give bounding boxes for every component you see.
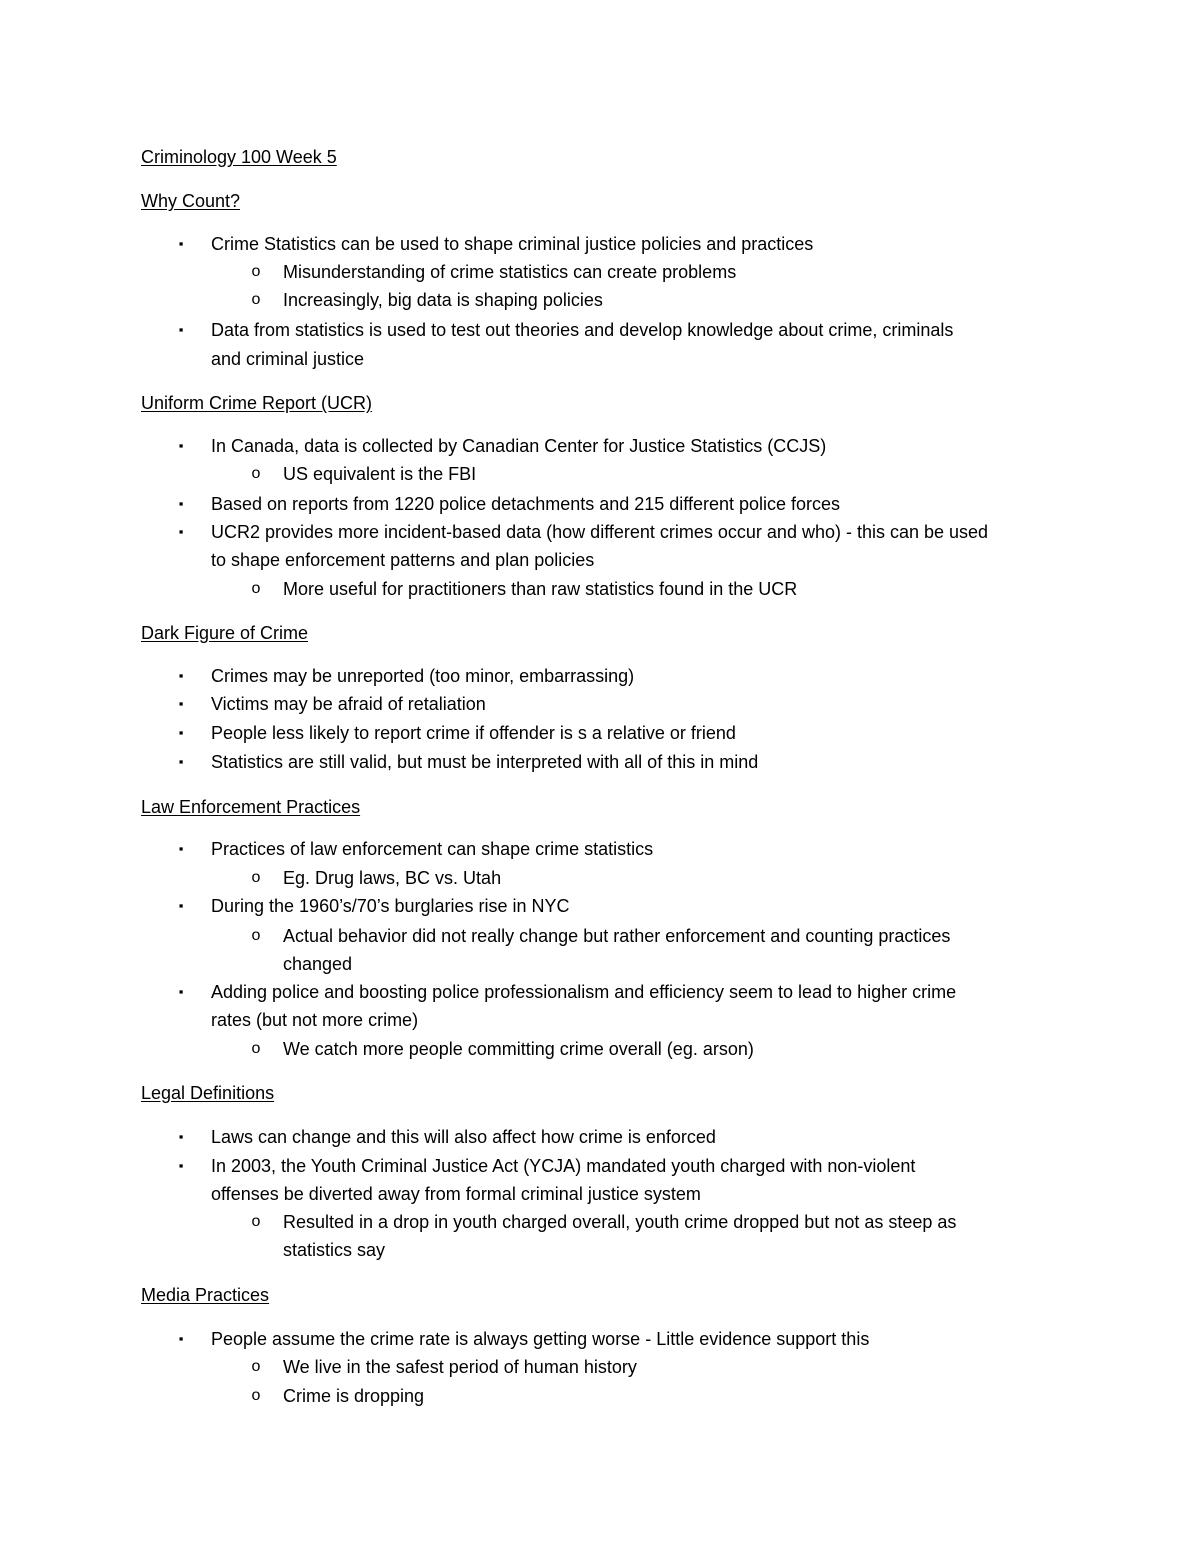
- list-item: During the 1960’s/70’s burglaries rise in NYC: [211, 896, 570, 916]
- sub-list-item: changed: [283, 954, 353, 974]
- sub-list-item: Eg. Drug laws, BC vs. Utah: [283, 868, 502, 888]
- document-title: Criminology 100 Week 5: [141, 147, 337, 167]
- sub-list-item: Actual behavior did not really change but rather enforcement and counting practices: [283, 926, 951, 946]
- square-bullet-icon: ▪: [178, 668, 184, 683]
- circle-bullet-icon: o: [251, 263, 261, 280]
- list-item: offenses be diverted away from formal criminal justice system: [211, 1184, 701, 1204]
- section-heading: Legal Definitions: [141, 1083, 275, 1103]
- square-bullet-icon: ▪: [178, 524, 184, 539]
- sub-list-item: US equivalent is the FBI: [283, 464, 477, 484]
- list-item: rates (but not more crime): [211, 1010, 419, 1030]
- section-heading: Uniform Crime Report (UCR): [141, 393, 373, 413]
- square-bullet-icon: ▪: [178, 841, 184, 856]
- list-item: Victims may be afraid of retaliation: [211, 694, 486, 714]
- circle-bullet-icon: o: [251, 1213, 261, 1230]
- sub-list-item: Crime is dropping: [283, 1386, 425, 1406]
- list-item: Laws can change and this will also affect how crime is enforced: [211, 1127, 716, 1147]
- square-bullet-icon: ▪: [178, 1129, 184, 1144]
- list-item: Crimes may be unreported (too minor, embarrassing): [211, 666, 635, 686]
- list-item: and criminal justice: [211, 349, 365, 369]
- circle-bullet-icon: o: [251, 869, 261, 886]
- sub-list-item: More useful for practitioners than raw statistics found in the UCR: [283, 579, 798, 599]
- list-item: Based on reports from 1220 police detachments and 215 different police forces: [211, 494, 841, 514]
- section-heading: Media Practices: [141, 1285, 270, 1305]
- section-heading: Dark Figure of Crime: [141, 623, 309, 643]
- list-item: Practices of law enforcement can shape crime statistics: [211, 839, 654, 859]
- square-bullet-icon: ▪: [178, 725, 184, 740]
- circle-bullet-icon: o: [251, 465, 261, 482]
- circle-bullet-icon: o: [251, 291, 261, 308]
- list-item: to shape enforcement patterns and plan policies: [211, 550, 595, 570]
- square-bullet-icon: ▪: [178, 1331, 184, 1346]
- section-heading: Why Count?: [141, 191, 241, 211]
- list-item: Crime Statistics can be used to shape criminal justice policies and practices: [211, 234, 814, 254]
- circle-bullet-icon: o: [251, 1387, 261, 1404]
- list-item: People assume the crime rate is always getting worse - Little evidence support this: [211, 1329, 870, 1349]
- square-bullet-icon: ▪: [178, 898, 184, 913]
- square-bullet-icon: ▪: [178, 754, 184, 769]
- square-bullet-icon: ▪: [178, 984, 184, 999]
- sub-list-item: We live in the safest period of human history: [283, 1357, 637, 1377]
- square-bullet-icon: ▪: [178, 438, 184, 453]
- list-item: Statistics are still valid, but must be interpreted with all of this in mind: [211, 752, 759, 772]
- list-item: In Canada, data is collected by Canadian Center for Justice Statistics (CCJS): [211, 436, 827, 456]
- square-bullet-icon: ▪: [178, 696, 184, 711]
- square-bullet-icon: ▪: [178, 236, 184, 251]
- circle-bullet-icon: o: [251, 1358, 261, 1375]
- sub-list-item: Increasingly, big data is shaping policies: [283, 290, 603, 310]
- sub-list-item: We catch more people committing crime overall (eg. arson): [283, 1039, 754, 1059]
- circle-bullet-icon: o: [251, 1040, 261, 1057]
- square-bullet-icon: ▪: [178, 322, 184, 337]
- list-item: Data from statistics is used to test out theories and develop knowledge about crime, criminals: [211, 320, 954, 340]
- list-item: People less likely to report crime if offender is s a relative or friend: [211, 723, 736, 743]
- list-item: UCR2 provides more incident-based data (how different crimes occur and who) - this can be used: [211, 522, 989, 542]
- sub-list-item: statistics say: [283, 1240, 386, 1260]
- circle-bullet-icon: o: [251, 580, 261, 597]
- sub-list-item: Misunderstanding of crime statistics can create problems: [283, 262, 737, 282]
- list-item: Adding police and boosting police professionalism and efficiency seem to lead to higher crime: [211, 982, 957, 1002]
- circle-bullet-icon: o: [251, 927, 261, 944]
- square-bullet-icon: ▪: [178, 496, 184, 511]
- section-heading: Law Enforcement Practices: [141, 797, 361, 817]
- list-item: In 2003, the Youth Criminal Justice Act (YCJA) mandated youth charged with non-violent: [211, 1156, 916, 1176]
- square-bullet-icon: ▪: [178, 1158, 184, 1173]
- sub-list-item: Resulted in a drop in youth charged overall, youth crime dropped but not as steep as: [283, 1212, 957, 1232]
